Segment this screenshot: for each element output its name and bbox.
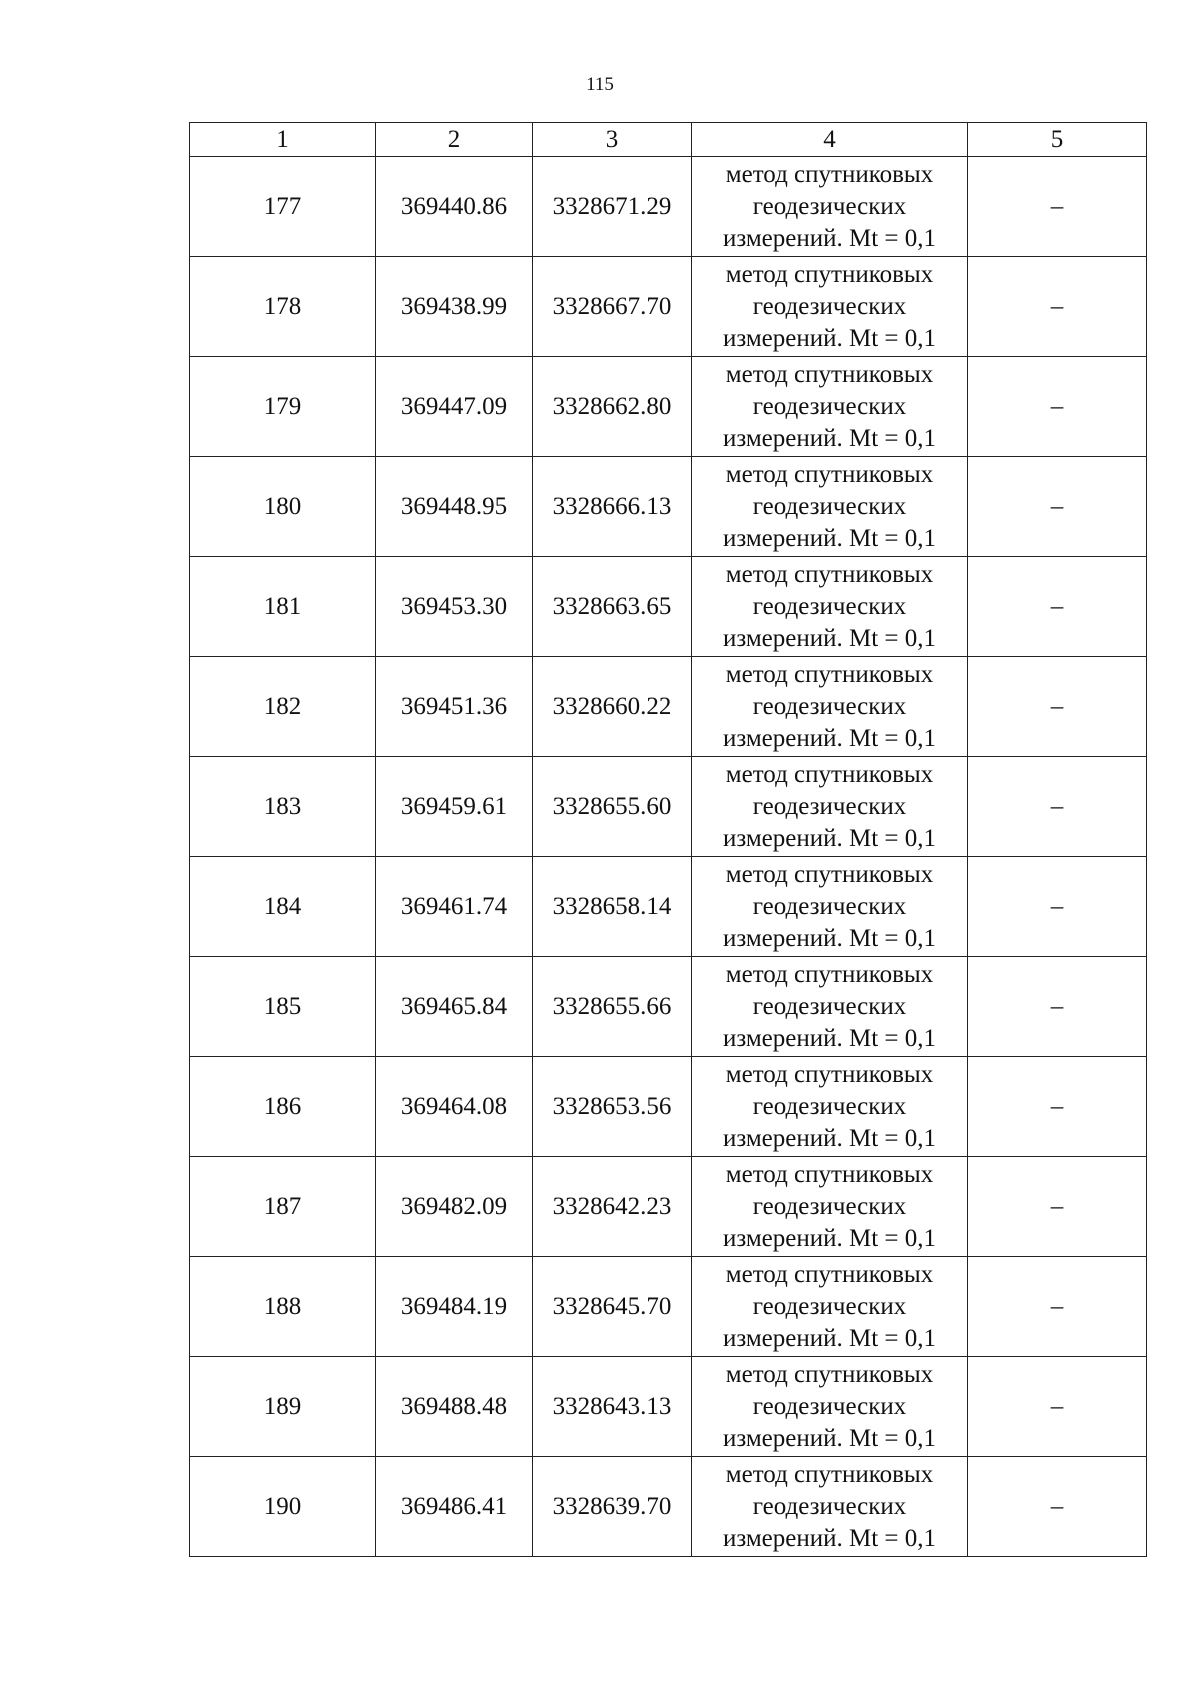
y-coordinate-cell: 3328655.66 — [533, 957, 692, 1057]
x-coordinate-cell: 369451.36 — [376, 657, 533, 757]
point-number-cell: 184 — [190, 857, 376, 957]
method-line: метод спутниковых — [725, 1360, 934, 1388]
point-number-cell: 189 — [190, 1357, 376, 1457]
method-line: геодезических — [752, 1292, 907, 1320]
method-line: измерений. Mt = 0,1 — [722, 324, 937, 352]
method-line: геодезических — [752, 792, 907, 820]
y-coordinate-cell: 3328660.22 — [533, 657, 692, 757]
x-coordinate-cell: 369482.09 — [376, 1157, 533, 1257]
method-line: метод спутниковых — [725, 560, 934, 588]
note-cell: – — [968, 757, 1147, 857]
note-cell: – — [968, 257, 1147, 357]
table-row — [190, 1457, 1147, 1557]
y-coordinate-cell: 3328666.13 — [533, 457, 692, 557]
table-row — [190, 157, 1147, 257]
x-coordinate-cell: 369486.41 — [376, 1457, 533, 1557]
y-coordinate-cell: 3328653.56 — [533, 1057, 692, 1157]
point-number-cell: 187 — [190, 1157, 376, 1257]
method-line: геодезических — [752, 892, 907, 920]
x-coordinate-cell: 369448.95 — [376, 457, 533, 557]
table-row — [190, 257, 1147, 357]
point-number-cell: 185 — [190, 957, 376, 1057]
note-cell: – — [968, 1157, 1147, 1257]
method-line: измерений. Mt = 0,1 — [722, 1124, 937, 1152]
method-line: геодезических — [752, 1492, 907, 1520]
method-line: геодезических — [752, 692, 907, 720]
table-row — [190, 657, 1147, 757]
x-coordinate-cell: 369440.86 — [376, 157, 533, 257]
point-number-cell: 188 — [190, 1257, 376, 1357]
y-coordinate-cell: 3328639.70 — [533, 1457, 692, 1557]
method-line: метод спутниковых — [725, 1460, 934, 1488]
note-cell: – — [968, 1457, 1147, 1557]
x-coordinate-cell: 369438.99 — [376, 257, 533, 357]
method-line: измерений. Mt = 0,1 — [722, 1424, 937, 1452]
method-cell — [692, 1057, 968, 1157]
table-row — [190, 1257, 1147, 1357]
column-header-2: 2 — [376, 123, 533, 157]
method-line: геодезических — [752, 992, 907, 1020]
point-number-cell: 181 — [190, 557, 376, 657]
note-cell: – — [968, 557, 1147, 657]
method-line: геодезических — [752, 1392, 907, 1420]
method-line: геодезических — [752, 592, 907, 620]
method-line: метод спутниковых — [725, 160, 934, 188]
point-number-cell: 178 — [190, 257, 376, 357]
note-cell: – — [968, 157, 1147, 257]
column-header-1: 1 — [190, 123, 376, 157]
method-line: геодезических — [752, 292, 907, 320]
y-coordinate-cell: 3328655.60 — [533, 757, 692, 857]
table-row — [190, 857, 1147, 957]
column-header-3: 3 — [533, 123, 692, 157]
method-cell — [692, 757, 968, 857]
method-line: измерений. Mt = 0,1 — [722, 1324, 937, 1352]
method-line: геодезических — [752, 492, 907, 520]
method-cell — [692, 857, 968, 957]
note-cell: – — [968, 1257, 1147, 1357]
method-cell — [692, 357, 968, 457]
table-header-row — [190, 123, 1147, 157]
method-cell — [692, 1257, 968, 1357]
x-coordinate-cell: 369465.84 — [376, 957, 533, 1057]
method-line: измерений. Mt = 0,1 — [722, 224, 937, 252]
x-coordinate-cell: 369484.19 — [376, 1257, 533, 1357]
method-line: метод спутниковых — [725, 360, 934, 388]
method-line: измерений. Mt = 0,1 — [722, 824, 937, 852]
note-cell: – — [968, 957, 1147, 1057]
note-cell: – — [968, 1357, 1147, 1457]
y-coordinate-cell: 3328663.65 — [533, 557, 692, 657]
y-coordinate-cell: 3328671.29 — [533, 157, 692, 257]
method-line: метод спутниковых — [725, 860, 934, 888]
x-coordinate-cell: 369488.48 — [376, 1357, 533, 1457]
method-line: измерений. Mt = 0,1 — [722, 524, 937, 552]
method-line: метод спутниковых — [725, 260, 934, 288]
table-row — [190, 1057, 1147, 1157]
table-row — [190, 457, 1147, 557]
method-cell — [692, 557, 968, 657]
point-number-cell: 180 — [190, 457, 376, 557]
note-cell: – — [968, 857, 1147, 957]
method-cell — [692, 157, 968, 257]
note-cell: – — [968, 357, 1147, 457]
point-number-cell: 182 — [190, 657, 376, 757]
column-header-4: 4 — [692, 123, 968, 157]
column-header-5: 5 — [968, 123, 1147, 157]
point-number-cell: 177 — [190, 157, 376, 257]
coordinates-table — [189, 122, 1147, 1557]
method-line: геодезических — [752, 392, 907, 420]
y-coordinate-cell: 3328658.14 — [533, 857, 692, 957]
point-number-cell: 186 — [190, 1057, 376, 1157]
method-line: геодезических — [752, 1192, 907, 1220]
table-row — [190, 557, 1147, 657]
method-cell — [692, 257, 968, 357]
y-coordinate-cell: 3328645.70 — [533, 1257, 692, 1357]
method-cell — [692, 1357, 968, 1457]
y-coordinate-cell: 3328667.70 — [533, 257, 692, 357]
method-cell — [692, 657, 968, 757]
method-line: метод спутниковых — [725, 760, 934, 788]
method-line: метод спутниковых — [725, 1260, 934, 1288]
table-row — [190, 757, 1147, 857]
method-line: метод спутниковых — [725, 460, 934, 488]
method-cell — [692, 1457, 968, 1557]
table-row — [190, 957, 1147, 1057]
x-coordinate-cell: 369453.30 — [376, 557, 533, 657]
method-line: метод спутниковых — [725, 1060, 934, 1088]
method-cell — [692, 1157, 968, 1257]
method-line: измерений. Mt = 0,1 — [722, 724, 937, 752]
y-coordinate-cell: 3328642.23 — [533, 1157, 692, 1257]
point-number-cell: 183 — [190, 757, 376, 857]
point-number-cell: 179 — [190, 357, 376, 457]
table-row — [190, 1157, 1147, 1257]
y-coordinate-cell: 3328662.80 — [533, 357, 692, 457]
method-line: метод спутниковых — [725, 660, 934, 688]
x-coordinate-cell: 369447.09 — [376, 357, 533, 457]
table-row — [190, 357, 1147, 457]
note-cell: – — [968, 657, 1147, 757]
table-row — [190, 1357, 1147, 1457]
point-number-cell: 190 — [190, 1457, 376, 1557]
method-line: измерений. Mt = 0,1 — [722, 424, 937, 452]
note-cell: – — [968, 1057, 1147, 1157]
y-coordinate-cell: 3328643.13 — [533, 1357, 692, 1457]
x-coordinate-cell: 369459.61 — [376, 757, 533, 857]
method-line: метод спутниковых — [725, 960, 934, 988]
method-line: геодезических — [752, 192, 907, 220]
x-coordinate-cell: 369464.08 — [376, 1057, 533, 1157]
method-cell — [692, 957, 968, 1057]
method-line: метод спутниковых — [725, 1160, 934, 1188]
method-line: измерений. Mt = 0,1 — [722, 924, 937, 952]
method-cell — [692, 457, 968, 557]
x-coordinate-cell: 369461.74 — [376, 857, 533, 957]
method-line: измерений. Mt = 0,1 — [722, 1024, 937, 1052]
method-line: измерений. Mt = 0,1 — [722, 1524, 937, 1552]
method-line: измерений. Mt = 0,1 — [722, 1224, 937, 1252]
method-line: геодезических — [752, 1092, 907, 1120]
table-body — [190, 157, 1147, 1557]
method-line: измерений. Mt = 0,1 — [722, 624, 937, 652]
note-cell: – — [968, 457, 1147, 557]
page-number: 115 — [586, 74, 614, 95]
